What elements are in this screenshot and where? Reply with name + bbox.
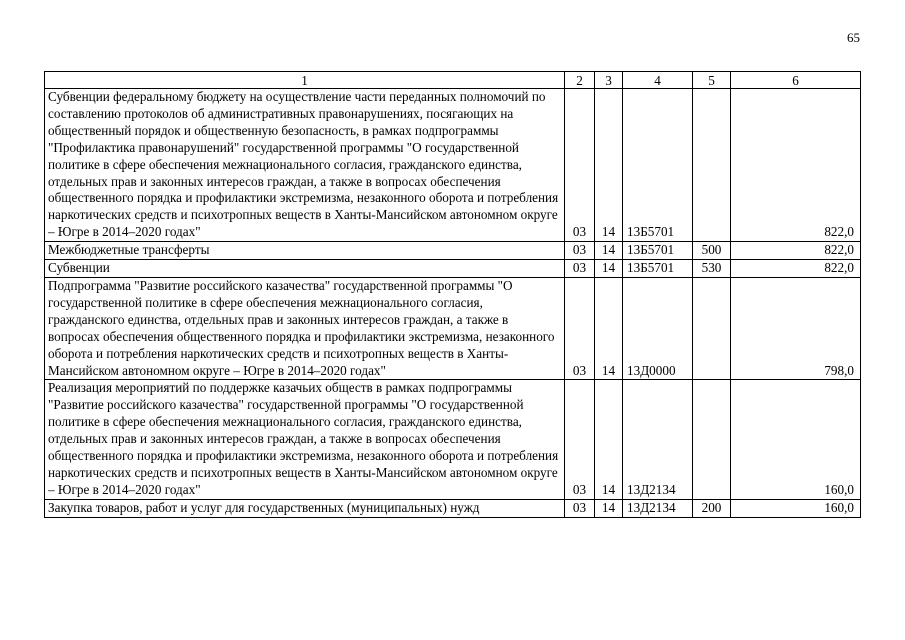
table-row	[45, 277, 861, 379]
row-expense-type: 500	[693, 242, 731, 260]
row-subsection: 14	[595, 260, 623, 278]
row-section: 03	[565, 277, 595, 379]
row-expense-type	[693, 380, 731, 499]
table-row	[45, 260, 861, 278]
table-row	[45, 242, 861, 260]
column-header: 4	[623, 72, 693, 89]
row-amount: 822,0	[731, 242, 861, 260]
row-name: Закупка товаров, работ и услуг для государственных (муниципальных) нужд	[45, 499, 565, 517]
column-header: 2	[565, 72, 595, 89]
row-name: Реализация мероприятий по поддержке казачьих обществ в рамках подпрограммы "Развитие российского казачества" государственной программы "О государственной политике в сфере обеспечения межнационального согласия, гражданского единства, отдельных прав и законных интересов граждан, а также в вопросах обеспечения общественного порядка и профилактики экстремизма, незаконного оборота и потребления наркотических средств и психотропных веществ в Ханты-Мансийском автономном округе – Югре в 2014–2020 годах"	[45, 380, 565, 499]
row-section: 03	[565, 260, 595, 278]
column-header: 5	[693, 72, 731, 89]
table-row	[45, 89, 861, 242]
column-header: 3	[595, 72, 623, 89]
row-section: 03	[565, 89, 595, 242]
table-row	[45, 380, 861, 499]
row-section: 03	[565, 380, 595, 499]
row-expense-type	[693, 89, 731, 242]
column-header: 6	[731, 72, 861, 89]
row-target: 13Д2134	[623, 380, 693, 499]
column-header: 1	[45, 72, 565, 89]
row-subsection: 14	[595, 277, 623, 379]
row-name: Субвенции федеральному бюджету на осуществление части переданных полномочий по составлению протоколов об административных правонарушениях, посягающих на общественный порядок и общественную безопасность, в рамках подпрограммы "Профилактика правонарушений" государственной программы "О государственной политике в сфере обеспечения межнационального согласия, гражданского единства, отдельных прав и законных интересов граждан, а также в вопросах обеспечения общественного порядка и профилактики экстремизма, незаконного оборота и потребления наркотических средств и психотропных веществ в Ханты-Мансийском автономном округе – Югре в 2014–2020 годах"	[45, 89, 565, 242]
row-amount: 798,0	[731, 277, 861, 379]
row-subsection: 14	[595, 380, 623, 499]
row-target: 13Д0000	[623, 277, 693, 379]
row-target: 13Б5701	[623, 89, 693, 242]
table-header-row	[45, 72, 861, 89]
row-expense-type: 530	[693, 260, 731, 278]
row-subsection: 14	[595, 89, 623, 242]
row-subsection: 14	[595, 499, 623, 517]
row-target: 13Б5701	[623, 260, 693, 278]
table-row	[45, 499, 861, 517]
row-amount: 160,0	[731, 499, 861, 517]
budget-table	[44, 71, 861, 518]
row-target: 13Б5701	[623, 242, 693, 260]
row-name: Субвенции	[45, 260, 565, 278]
row-subsection: 14	[595, 242, 623, 260]
row-expense-type	[693, 277, 731, 379]
page-number: 65	[847, 30, 860, 45]
row-amount: 822,0	[731, 89, 861, 242]
row-amount: 160,0	[731, 380, 861, 499]
row-name: Подпрограмма "Развитие российского казачества" государственной программы "О государственной политике в сфере обеспечения межнационального согласия, гражданского единства, отдельных прав и законных интересов граждан, а также в вопросах обеспечения общественного порядка и профилактики экстремизма, незаконного оборота и потребления наркотических средств и психотропных веществ в Ханты-Мансийском автономном округе – Югре в 2014–2020 годах"	[45, 277, 565, 379]
row-target: 13Д2134	[623, 499, 693, 517]
row-name: Межбюджетные трансферты	[45, 242, 565, 260]
row-section: 03	[565, 242, 595, 260]
row-expense-type: 200	[693, 499, 731, 517]
row-section: 03	[565, 499, 595, 517]
row-amount: 822,0	[731, 260, 861, 278]
